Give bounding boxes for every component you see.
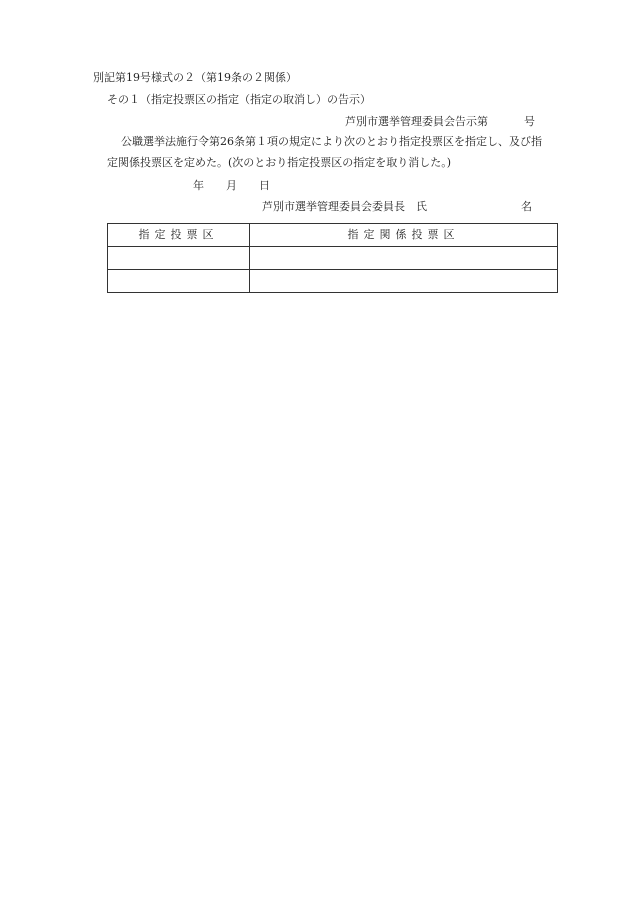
header-designated-district: 指定投票区 bbox=[108, 224, 250, 247]
table-cell bbox=[108, 270, 250, 293]
header-related-district: 指定関係投票区 bbox=[250, 224, 558, 247]
notice-label: 芦別市選挙管理委員会告示第 bbox=[345, 115, 488, 128]
form-subtitle: その１（指定投票区の指定（指定の取消し）の告示） bbox=[107, 93, 371, 106]
table-cell bbox=[250, 270, 558, 293]
signer-title: 芦別市選挙管理委員会委員長 氏 bbox=[262, 200, 427, 213]
notice-suffix: 号 bbox=[524, 115, 535, 128]
form-title: 別記第19号様式の２（第19条の２関係） bbox=[93, 71, 297, 84]
table-cell bbox=[108, 247, 250, 270]
date-year: 年 bbox=[193, 179, 204, 192]
date-day: 日 bbox=[259, 179, 270, 192]
date-month: 月 bbox=[226, 179, 237, 192]
table-row bbox=[108, 247, 558, 270]
table-row bbox=[108, 270, 558, 293]
table-header-row bbox=[108, 224, 558, 247]
notice-body-line-1: 公職選挙法施行令第26条第１項の規定により次のとおり指定投票区を指定し、及び指 bbox=[121, 135, 542, 148]
designation-table bbox=[107, 223, 558, 293]
notice-body-line-2: 定関係投票区を定めた。(次のとおり指定投票区の指定を取り消した。) bbox=[107, 156, 452, 169]
notice-date bbox=[193, 179, 270, 193]
table-cell bbox=[250, 247, 558, 270]
signer-line bbox=[262, 200, 532, 214]
signer-suffix: 名 bbox=[521, 200, 532, 213]
notice-number-line bbox=[345, 115, 535, 129]
